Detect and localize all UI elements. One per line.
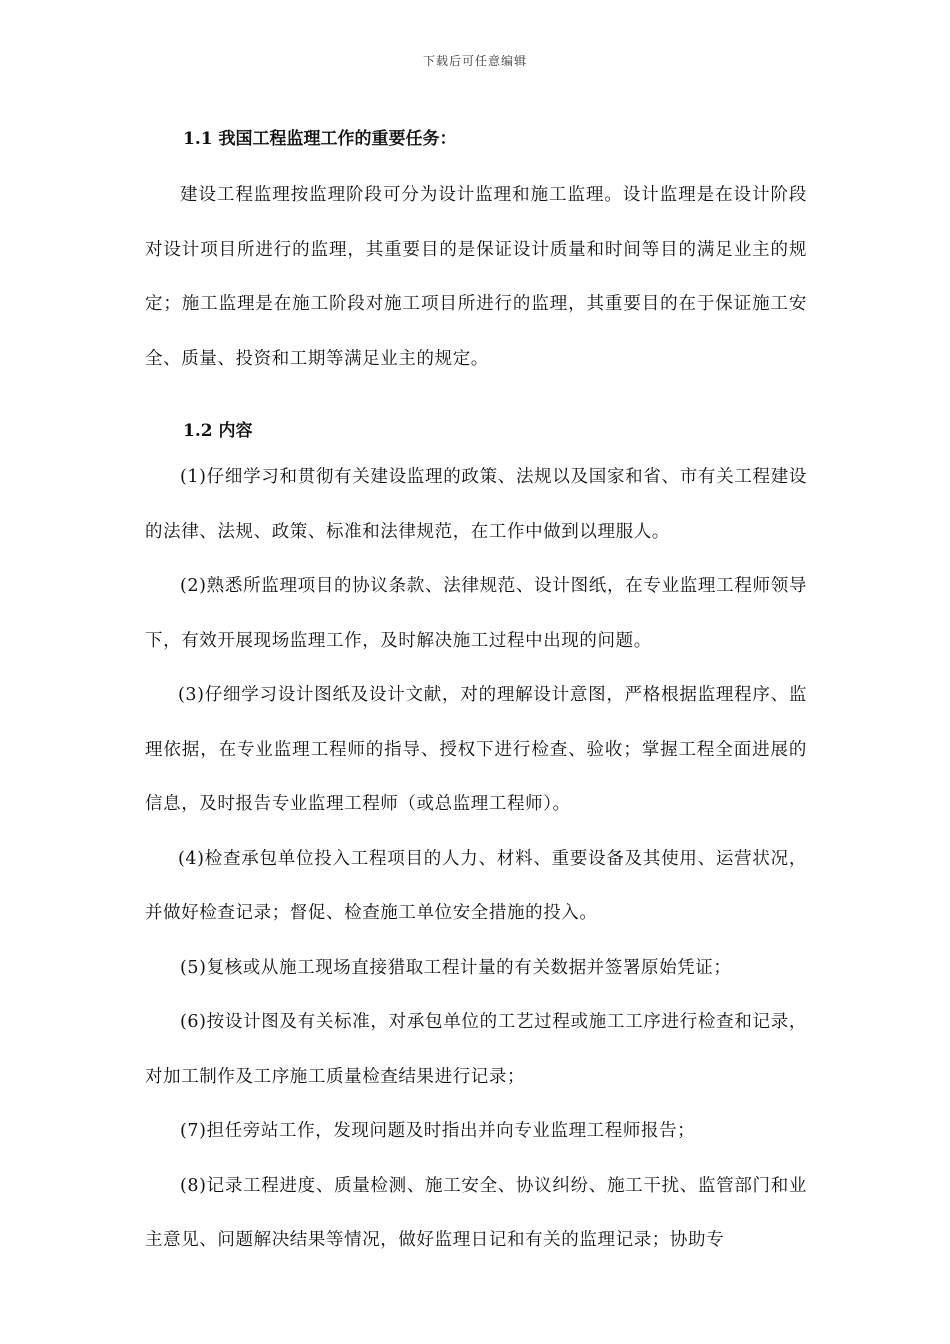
page-header: 下载后可任意编辑 [422,54,527,68]
list-item-5: (5)复核或从施工现场直接猎取工程计量的有关数据并签署原始凭证； [180,957,732,978]
document-body [145,124,807,1268]
list-item-7: (7)担任旁站工作，发现问题及时指出并向专业监理工程师报告； [180,1121,696,1141]
list-item-2: (2)熟悉所监理项目的协议条款、法律规范、设计图纸，在专业监理工程师领导下，有效开展现场监理工作，及时解决施工过程中出现的问题。 [145,576,807,651]
list-item-8: (8)记录工程进度、质量检测、施工安全、协议纠纷、施工干扰、监管部门和业主意见、问题解决结果等情况，做好监理日记和有关的监理记录；协助专 [145,1175,807,1250]
list-item-4: (4)检查承包单位投入工程项目的人力、材料、重要设备及其使用、运营状况，并做好检查记录；督促、检查施工单位安全措施的投入。 [145,848,807,923]
list-item-3: (3)仔细学习设计图纸及设计文献，对的理解设计意图，严格根据监理程序、监理依据，在专业监理工程师的指导、授权下进行检查、验收；掌握工程全面进展的信息，及时报告专业监理工程师（或总监理工程师）。 [145,685,807,814]
section-2-heading: 1.2 内容 [183,421,253,441]
list-item-1: (1)仔细学习和贯彻有关建设监理的政策、法规以及国家和省、市有关工程建设的法律、法规、政策、标准和法律规范，在工作中做到以理服人。 [145,467,807,542]
list-item-6: (6)按设计图及有关标准，对承包单位的工艺过程或施工工序进行检查和记录，对加工制作及工序施工质量检查结果进行记录； [145,1012,807,1087]
section-1-heading: 1.1 我国工程监理工作的重要任务： [183,129,457,149]
section-1-paragraph: 建设工程监理按监理阶段可分为设计监理和施工监理。设计监理是在设计阶段对设计项目所进行的监理，其重要目的是保证设计质量和时间等目的满足业主的规定；施工监理是在施工阶段对施工项目所进行的监理，其重要目的在于保证施工安全、质量、投资和工期等满足业主的规定。 [145,185,807,369]
